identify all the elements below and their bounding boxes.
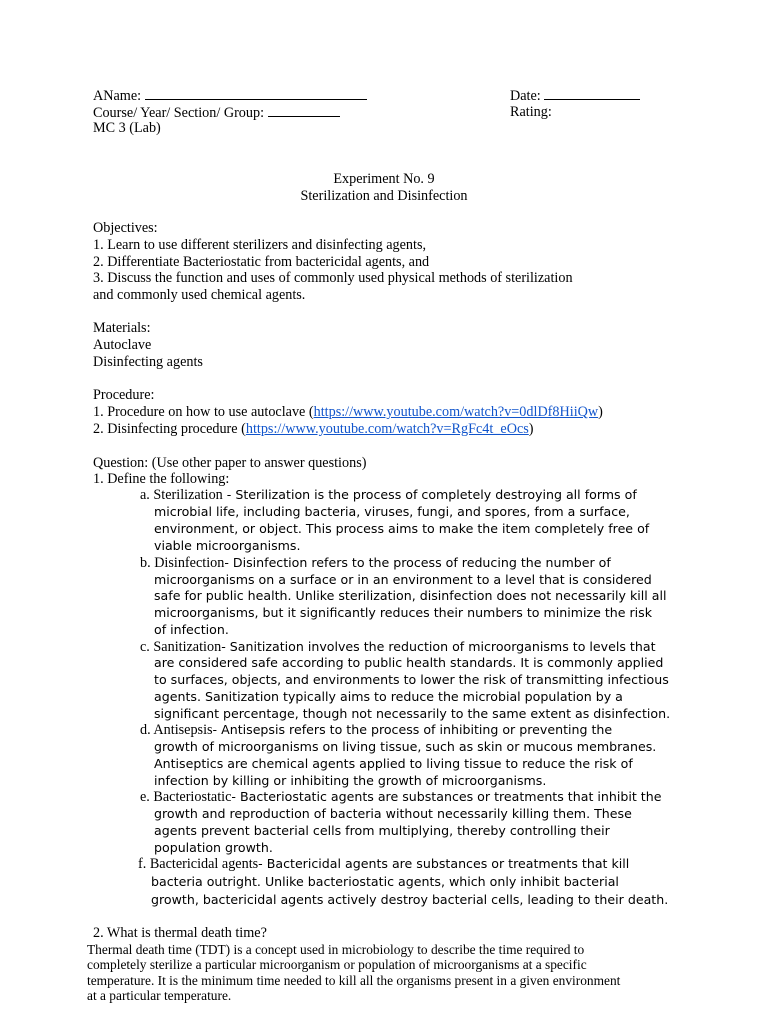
definition-text: population growth. (154, 840, 273, 855)
definition-text: Antiseptics are chemical agents applied to living tissue to reduce the risk of (154, 756, 633, 771)
definition-letter: a. (140, 487, 150, 503)
answer-line: at a particular temperature. (87, 988, 232, 1003)
question-1: 1. Define the following: (93, 471, 230, 487)
definition-c (140, 639, 656, 656)
definition-d (140, 722, 612, 739)
definition-text: agents. Sanitization typically aims to reduce the microbial population by a (154, 689, 623, 704)
definition-text: Antisepsis refers to the process of inhibiting or preventing the (221, 722, 613, 737)
definition-b (140, 555, 611, 572)
question-heading: Question: (Use other paper to answer questions) (93, 455, 367, 471)
name-label: AName: (93, 88, 142, 104)
procedure-heading: Procedure: (93, 387, 155, 403)
definition-text: of infection. (154, 622, 229, 637)
definition-text: microorganisms, but it significantly reduces their numbers to minimize the risk (154, 605, 653, 620)
experiment-subject: Sterilization and Disinfection (300, 188, 468, 204)
definition-text: Sanitization involves the reduction of microorganisms to levels that (229, 639, 656, 654)
name-field (93, 87, 367, 105)
definition-term: Antisepsis (153, 722, 213, 738)
definition-text: Sterilization is the process of completely destroying all forms of (235, 487, 637, 502)
answer-line: temperature. It is the minimum time needed to kill all the organisms present in a given environment (87, 973, 621, 988)
name-blank[interactable] (145, 87, 367, 100)
procedure-item (93, 421, 534, 438)
procedure-item (93, 404, 603, 421)
definition-text: microbial life, including bacteria, viruses, fungi, and spores, from a surface, (154, 504, 630, 519)
definition-sep: - (221, 639, 230, 654)
definition-sep: - (212, 722, 222, 737)
procedure-text-end: ) (598, 404, 603, 420)
course-label: Course/ Year/ Section/ Group: (93, 105, 265, 121)
rating-label: Rating: (510, 104, 552, 120)
objective-item: and commonly used chemical agents. (93, 287, 306, 303)
definition-text: growth, bactericidal agents actively destroy bacterial cells, leading to their death. (151, 892, 669, 907)
objective-item: 3. Discuss the function and uses of commonly used physical methods of sterilization (93, 270, 573, 286)
definition-sep: - (224, 555, 233, 570)
materials-heading: Materials: (93, 320, 151, 336)
course-code: MC 3 (Lab) (93, 120, 161, 136)
definition-letter: f. (138, 856, 147, 872)
course-blank[interactable] (268, 104, 340, 117)
definition-a (140, 487, 637, 504)
question-2: 2. What is thermal death time? (93, 925, 267, 941)
definition-letter: e. (140, 789, 150, 805)
definition-text: are considered safe according to public health standards. It is commonly applied (154, 655, 664, 670)
definition-text: Bactericidal agents are substances or treatments that kill (266, 856, 630, 871)
definition-term: Bacteriostatic (153, 789, 232, 805)
answer-line: completely sterilize a particular microorganism or population of microorganisms at a specific (87, 957, 587, 972)
objective-item: 2. Differentiate Bacteriostatic from bactericidal agents, and (93, 254, 430, 270)
definition-term: Disinfection (154, 555, 225, 571)
definition-text: Bacteriostatic agents are substances or treatments that inhibit the (239, 789, 662, 804)
disinfecting-video-link[interactable]: https://www.youtube.com/watch?v=RgFc4t_eOcs (245, 421, 529, 437)
definition-letter: b. (140, 555, 151, 571)
date-field (510, 87, 640, 105)
definition-text: microorganisms on a surface or in an environment to a level that is considered (154, 572, 652, 587)
definition-text: bacteria outright. Unlike bacteriostatic agents, which only inhibit bacterial (151, 874, 619, 889)
definition-text: infection by killing or inhibiting the growth of microorganisms. (154, 773, 547, 788)
definition-text: agents prevent bacterial cells from multiplying, thereby controlling their (154, 823, 610, 838)
autoclave-video-link[interactable]: https://www.youtube.com/watch?v=0dlDf8HiiQw (313, 404, 599, 420)
definition-text: viable microorganisms. (154, 538, 301, 553)
objectives-heading: Objectives: (93, 220, 158, 236)
date-blank[interactable] (544, 87, 640, 100)
definition-term: Bactericidal agents (149, 856, 259, 872)
definition-text: environment, or object. This process aims to make the item completely free of (154, 521, 650, 536)
material-item: Disinfecting agents (93, 354, 203, 370)
definition-text: growth and reproduction of bacteria without necessarily killing them. These (154, 806, 632, 821)
definition-letter: c. (140, 639, 150, 655)
definition-text: to surfaces, objects, and environments to lower the risk of transmitting infectious (154, 672, 669, 687)
definition-sep: - (231, 789, 240, 804)
definition-term: Sterilization (153, 487, 223, 503)
objective-item: 1. Learn to use different sterilizers and disinfecting agents, (93, 237, 427, 253)
definition-letter: d. (140, 722, 151, 738)
definition-e (140, 789, 661, 806)
experiment-number: Experiment No. 9 (333, 171, 435, 187)
material-item: Autoclave (93, 337, 152, 353)
definition-text: Disinfection refers to the process of reducing the number of (232, 555, 611, 570)
date-label: Date: (510, 88, 541, 104)
definition-f (138, 856, 629, 873)
answer-line: Thermal death time (TDT) is a concept used in microbiology to describe the time required to (87, 942, 585, 957)
definition-term: Sanitization (153, 639, 222, 655)
procedure-text: 1. Procedure on how to use autoclave ( (93, 404, 314, 420)
definition-text: safe for public health. Unlike sterilization, disinfection does not necessarily kill all (154, 588, 667, 603)
definition-sep: - (258, 856, 267, 871)
procedure-text-end: ) (528, 421, 534, 437)
definition-text: significant percentage, though not necessarily to the same extent as disinfection. (154, 706, 671, 721)
procedure-text: 2. Disinfecting procedure ( (93, 421, 246, 437)
definition-sep: - (222, 487, 236, 502)
definition-text: growth of microorganisms on living tissue, such as skin or mucous membranes. (154, 739, 657, 754)
